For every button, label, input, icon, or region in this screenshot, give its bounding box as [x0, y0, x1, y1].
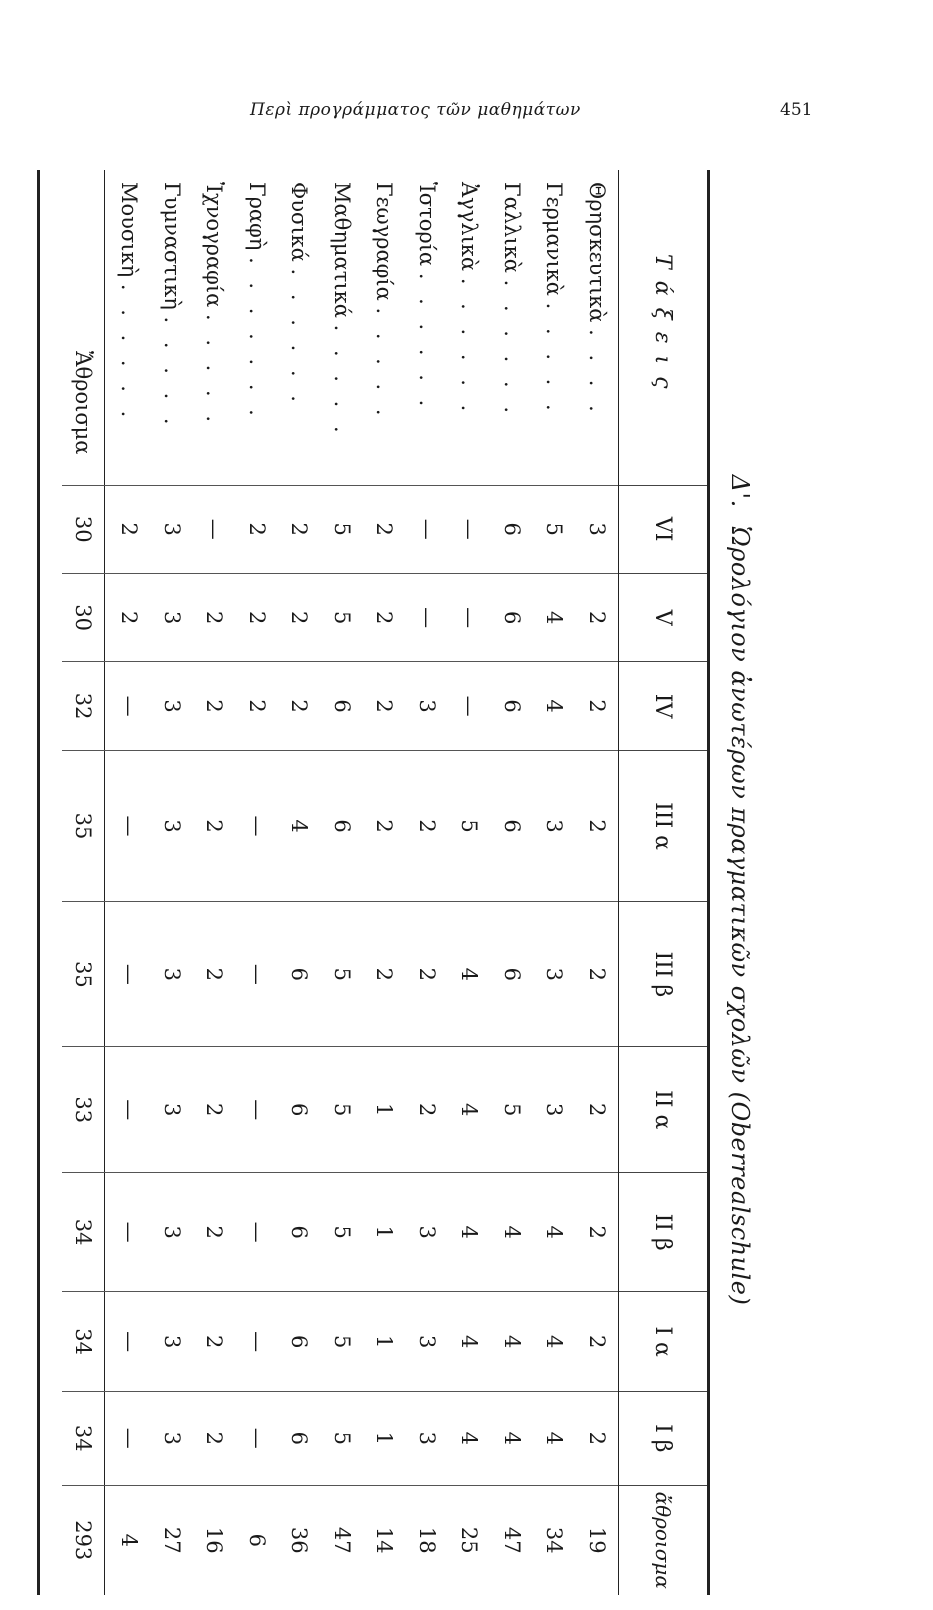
- row-total-cell: 14: [363, 1485, 406, 1595]
- hours-cell: 2: [278, 485, 321, 573]
- subject-name: Γραφὴ: [244, 182, 269, 251]
- class-header: VI: [619, 485, 709, 573]
- hours-cell: 4: [448, 1292, 491, 1392]
- subject-name: Μουσικὴ: [117, 182, 142, 278]
- hours-cell: 3: [151, 750, 194, 901]
- table-row: [105, 170, 151, 1595]
- subject-cell: [236, 170, 279, 485]
- hours-cell: 2: [576, 662, 619, 750]
- hours-cell: 2: [193, 573, 236, 661]
- subject-cell: [491, 170, 534, 485]
- table-row: [151, 170, 194, 1595]
- subject-cell: [193, 170, 236, 485]
- hours-cell: 6: [491, 750, 534, 901]
- subject-name: Γυμναστικὴ: [159, 182, 184, 310]
- hours-cell: 4: [448, 902, 491, 1047]
- hours-cell: 3: [533, 750, 576, 901]
- hours-cell: 2: [406, 750, 449, 901]
- hours-cell: —: [236, 1392, 279, 1485]
- hours-cell: 4: [533, 1173, 576, 1292]
- hours-cell: 6: [491, 662, 534, 750]
- hours-cell: 2: [363, 902, 406, 1047]
- hours-cell: 2: [193, 1173, 236, 1292]
- subject-column-header: Τάξεις: [619, 170, 709, 485]
- subject-name: Θρησκευτικὰ: [584, 182, 609, 323]
- hours-cell: 5: [533, 485, 576, 573]
- row-total-cell: 47: [321, 1485, 364, 1595]
- hours-cell: 3: [406, 662, 449, 750]
- subject-cell: [576, 170, 619, 485]
- leader-dots: . . . . . .: [287, 268, 312, 408]
- subject-cell: [151, 170, 194, 485]
- table-row: [406, 170, 449, 1595]
- leader-dots: . . . . . .: [117, 283, 142, 424]
- hours-cell: 2: [193, 1292, 236, 1392]
- subject-cell: [533, 170, 576, 485]
- hours-cell: 3: [151, 902, 194, 1047]
- leader-dots: . . . . .: [372, 307, 397, 422]
- hours-cell: 1: [363, 1292, 406, 1392]
- bottom-rule: [37, 170, 40, 1595]
- class-header: IV: [619, 662, 709, 750]
- hours-cell: 4: [448, 1392, 491, 1485]
- hours-cell: 6: [278, 1047, 321, 1173]
- hours-cell: 6: [321, 750, 364, 901]
- hours-cell: 5: [448, 750, 491, 901]
- sum-cell: 30: [62, 485, 105, 573]
- row-total-cell: 18: [406, 1485, 449, 1595]
- hours-cell: —: [105, 902, 151, 1047]
- hours-cell: 2: [406, 1047, 449, 1173]
- leader-dots: . . . . . .: [414, 272, 439, 413]
- subject-name: Γαλλικὰ: [499, 182, 524, 273]
- subject-name: Ἰχνογραφία: [202, 182, 227, 308]
- subject-name: Φυσικά: [287, 182, 312, 262]
- hours-cell: 4: [533, 1392, 576, 1485]
- hours-cell: 2: [193, 1047, 236, 1173]
- hours-cell: 2: [576, 1292, 619, 1392]
- sum-cell: 34: [62, 1173, 105, 1292]
- table-body: [105, 170, 619, 1595]
- caption-number: Δ'.: [726, 474, 754, 508]
- row-total-cell: 36: [278, 1485, 321, 1595]
- hours-cell: 3: [576, 485, 619, 573]
- hours-cell: 3: [151, 1047, 194, 1173]
- row-total-cell: 47: [491, 1485, 534, 1595]
- hours-cell: 3: [406, 1392, 449, 1485]
- row-total-cell: 25: [448, 1485, 491, 1595]
- hours-cell: 6: [491, 902, 534, 1047]
- hours-cell: 3: [151, 662, 194, 750]
- subject-name: Ἱστορία: [414, 182, 439, 267]
- sum-cell: 34: [62, 1392, 105, 1485]
- class-header: III β: [619, 902, 709, 1047]
- hours-cell: 1: [363, 1173, 406, 1292]
- hours-cell: 2: [576, 1047, 619, 1173]
- hours-cell: —: [406, 573, 449, 661]
- subject-name: Γερμανικὰ: [542, 182, 567, 296]
- hours-cell: 4: [533, 1292, 576, 1392]
- total-column-header: ἄθροισμα: [619, 1485, 709, 1595]
- hours-cell: 2: [363, 573, 406, 661]
- hours-cell: 2: [576, 1173, 619, 1292]
- class-header: I α: [619, 1292, 709, 1392]
- class-header: I β: [619, 1392, 709, 1485]
- hours-cell: 2: [363, 485, 406, 573]
- sum-cell: 32: [62, 662, 105, 750]
- hours-cell: 2: [363, 750, 406, 901]
- hours-cell: 2: [193, 902, 236, 1047]
- hours-cell: 6: [278, 1173, 321, 1292]
- hours-cell: 3: [151, 573, 194, 661]
- hours-cell: 3: [406, 1173, 449, 1292]
- hours-cell: 1: [363, 1047, 406, 1173]
- hours-cell: —: [193, 485, 236, 573]
- hours-cell: 5: [321, 1292, 364, 1392]
- table-row: [321, 170, 364, 1595]
- hours-cell: —: [105, 1292, 151, 1392]
- hours-cell: 4: [278, 750, 321, 901]
- hours-cell: —: [105, 750, 151, 901]
- row-total-cell: 4: [105, 1485, 151, 1595]
- hours-cell: 2: [236, 485, 279, 573]
- hours-cell: 4: [491, 1292, 534, 1392]
- grand-total: 293: [62, 1485, 105, 1595]
- hours-cell: 3: [151, 1173, 194, 1292]
- class-header: II β: [619, 1173, 709, 1292]
- hours-cell: —: [236, 750, 279, 901]
- hours-cell: 2: [278, 662, 321, 750]
- hours-cell: 3: [533, 1047, 576, 1173]
- table-row: [491, 170, 534, 1595]
- hours-cell: 2: [406, 902, 449, 1047]
- row-total-cell: 27: [151, 1485, 194, 1595]
- running-head: Περὶ προγράμματος τῶν μαθημάτων: [250, 100, 581, 120]
- hours-cell: 2: [236, 573, 279, 661]
- subject-cell: [448, 170, 491, 485]
- hours-cell: —: [236, 1173, 279, 1292]
- hours-cell: 2: [576, 750, 619, 901]
- hours-cell: 4: [448, 1047, 491, 1173]
- hours-cell: 4: [491, 1392, 534, 1485]
- hours-cell: 4: [491, 1173, 534, 1292]
- hours-cell: 2: [193, 662, 236, 750]
- sum-row: [62, 170, 105, 1595]
- leader-dots: . . . . .: [202, 313, 227, 429]
- table-row: [236, 170, 279, 1595]
- hours-cell: 6: [278, 1392, 321, 1485]
- subject-cell: [278, 170, 321, 485]
- hours-cell: —: [105, 662, 151, 750]
- hours-cell: 1: [363, 1392, 406, 1485]
- hours-cell: —: [448, 662, 491, 750]
- hours-cell: 6: [278, 902, 321, 1047]
- hours-cell: 3: [151, 1392, 194, 1485]
- hours-cell: 4: [448, 1173, 491, 1292]
- hours-cell: 2: [105, 485, 151, 573]
- subject-name: Μαθηματικά: [329, 182, 354, 318]
- subject-cell: [406, 170, 449, 485]
- hours-cell: —: [406, 485, 449, 573]
- hours-cell: 2: [576, 573, 619, 661]
- table-row: [193, 170, 236, 1595]
- table-row: [278, 170, 321, 1595]
- hours-cell: —: [236, 1292, 279, 1392]
- sum-cell: 33: [62, 1047, 105, 1173]
- subject-cell: [105, 170, 151, 485]
- hours-cell: 3: [151, 1292, 194, 1392]
- timetable: [62, 170, 710, 1595]
- hours-cell: —: [448, 485, 491, 573]
- hours-cell: 2: [576, 902, 619, 1047]
- hours-cell: —: [105, 1173, 151, 1292]
- hours-cell: 2: [278, 573, 321, 661]
- sum-cell: 35: [62, 902, 105, 1047]
- rotated-table-block: [50, 170, 770, 1610]
- hours-cell: —: [105, 1047, 151, 1173]
- subject-name: Ἀγγλικὰ: [457, 182, 482, 272]
- leader-dots: . . . . .: [542, 302, 567, 417]
- page-number: 451: [780, 100, 813, 120]
- hours-cell: —: [236, 902, 279, 1047]
- leader-dots: . . . . . . .: [244, 257, 269, 422]
- hours-cell: 2: [193, 1392, 236, 1485]
- table-row: [448, 170, 491, 1595]
- leader-dots: . . . .: [584, 329, 609, 418]
- hours-cell: —: [236, 1047, 279, 1173]
- header-row: [619, 170, 709, 1595]
- hours-cell: 3: [406, 1292, 449, 1392]
- subject-name: Γεωγραφία: [372, 182, 397, 301]
- hours-cell: 5: [321, 1173, 364, 1292]
- row-total-cell: 6: [236, 1485, 279, 1595]
- hours-cell: 5: [321, 902, 364, 1047]
- leader-dots: . . . . .: [329, 324, 354, 439]
- hours-cell: 2: [193, 750, 236, 901]
- hours-cell: 5: [491, 1047, 534, 1173]
- class-header: II α: [619, 1047, 709, 1173]
- hours-cell: —: [105, 1392, 151, 1485]
- hours-cell: 4: [533, 662, 576, 750]
- sum-cell: 34: [62, 1292, 105, 1392]
- class-header: V: [619, 573, 709, 661]
- caption-title: Ὡρολόγιον ἀνωτέρων πραγματικῶν σχολῶν (Oberrealschule): [726, 525, 754, 1306]
- sum-label: Ἄθροισμα: [62, 170, 105, 485]
- row-total-cell: 16: [193, 1485, 236, 1595]
- hours-cell: 4: [533, 573, 576, 661]
- row-total-cell: 19: [576, 1485, 619, 1595]
- hours-cell: 6: [491, 485, 534, 573]
- hours-cell: 2: [576, 1392, 619, 1485]
- hours-cell: 2: [236, 662, 279, 750]
- hours-cell: 5: [321, 485, 364, 573]
- table-row: [363, 170, 406, 1595]
- sum-cell: 35: [62, 750, 105, 901]
- row-total-cell: 34: [533, 1485, 576, 1595]
- hours-cell: 6: [321, 662, 364, 750]
- hours-cell: 6: [278, 1292, 321, 1392]
- subject-cell: [363, 170, 406, 485]
- table-caption: [710, 170, 770, 1610]
- class-header: III α: [619, 750, 709, 901]
- table-row: [533, 170, 576, 1595]
- leader-dots: . . . . . .: [457, 277, 482, 418]
- hours-cell: 5: [321, 1392, 364, 1485]
- leader-dots: . . . . . .: [499, 279, 524, 420]
- subject-cell: [321, 170, 364, 485]
- hours-cell: 6: [491, 573, 534, 661]
- hours-cell: 2: [363, 662, 406, 750]
- hours-cell: 5: [321, 573, 364, 661]
- hours-cell: 3: [151, 485, 194, 573]
- hours-cell: 2: [105, 573, 151, 661]
- leader-dots: . . . . .: [159, 316, 184, 431]
- table-row: [576, 170, 619, 1595]
- hours-cell: 3: [533, 902, 576, 1047]
- hours-cell: —: [448, 573, 491, 661]
- sum-cell: 30: [62, 573, 105, 661]
- hours-cell: 5: [321, 1047, 364, 1173]
